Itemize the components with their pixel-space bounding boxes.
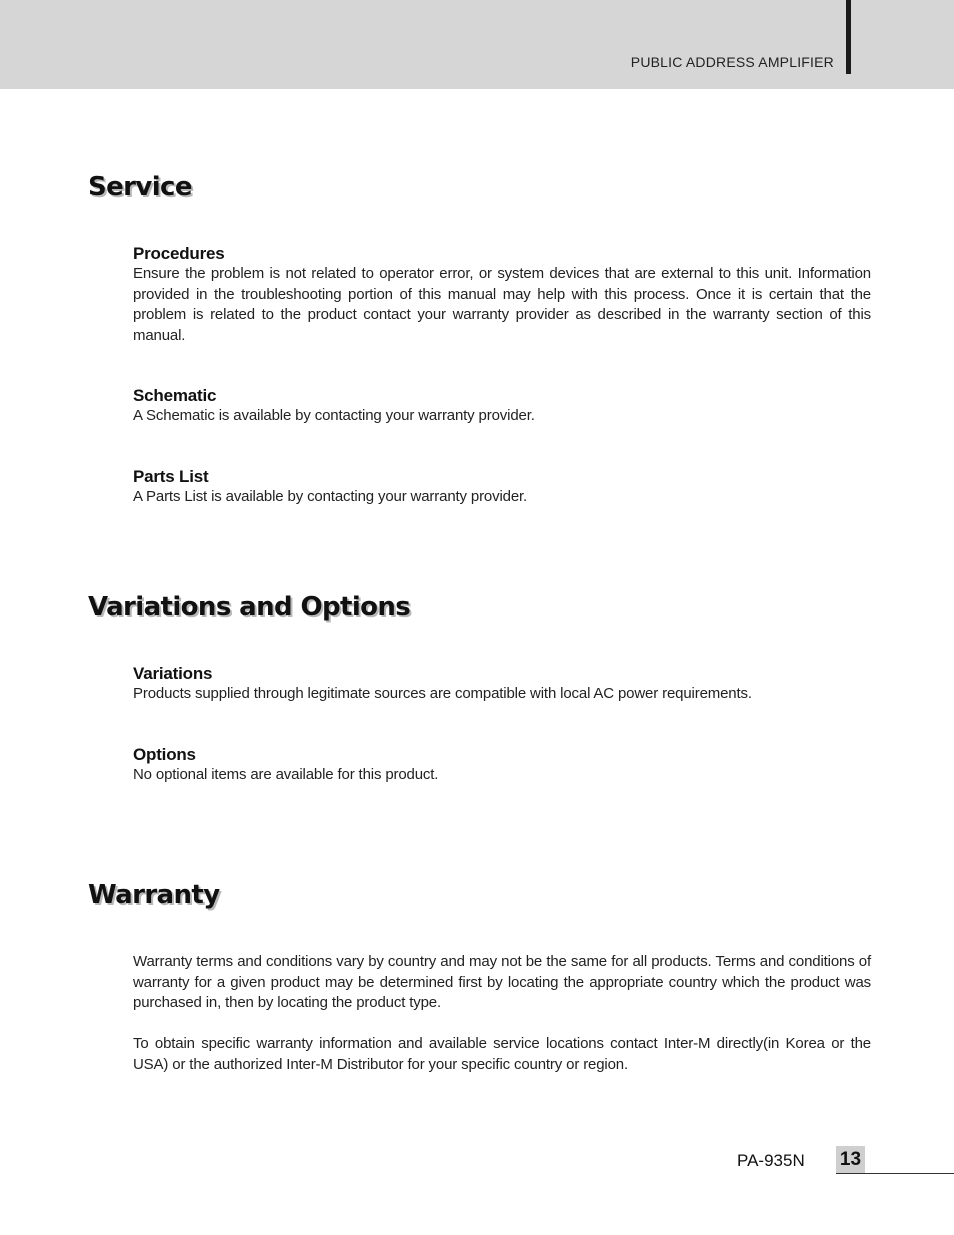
subsection-title: Procedures — [133, 244, 225, 263]
section-title-warranty: Warranty — [88, 880, 220, 910]
subsection-title: Parts List — [133, 467, 209, 486]
footer-model-name: PA-935N — [737, 1151, 805, 1170]
subsection-parts-list — [133, 467, 871, 508]
subsection-title: Options — [133, 745, 196, 764]
header-accent-bar — [846, 0, 851, 74]
header-title: PUBLIC ADDRESS AMPLIFIER — [630, 54, 834, 70]
subsection-variations — [133, 664, 871, 705]
subsection-options — [133, 745, 871, 786]
subsection-procedures — [133, 244, 871, 346]
header-band — [0, 0, 954, 89]
footer-rule — [836, 1173, 954, 1174]
subsection-text: Ensure the problem is not related to operator error, or system devices that are external to this unit. Information provided in the troubleshooting portion of this manual may help with this process. Once it is certain that the problem is related to the product contact your warranty provider as described in the warranty section of this manual. — [133, 265, 871, 344]
footer-page-number: 13 — [836, 1146, 865, 1174]
section-title-variations-options: Variations and Options — [88, 592, 411, 622]
subsection-title: Schematic — [133, 386, 217, 405]
warranty-paragraph-1: Warranty terms and conditions vary by country and may not be the same for all products. Terms and conditions of warranty for a given product may be determined first by locating the appropriate country which the product was purchased in, then by locating the product type. — [133, 953, 871, 1011]
warranty-paragraph-2: To obtain specific warranty information and available service locations contact Inter-M directly(in Korea or the USA) or the authorized Inter-M Distributor for your specific country or region. — [133, 1035, 871, 1073]
subsection-schematic — [133, 386, 871, 427]
warranty-body — [133, 952, 871, 1075]
subsection-text: No optional items are available for this product. — [133, 766, 439, 783]
subsection-text: Products supplied through legitimate sources are compatible with local AC power requirements. — [133, 685, 752, 702]
subsection-text: A Parts List is available by contacting your warranty provider. — [133, 488, 528, 505]
subsection-title: Variations — [133, 664, 213, 683]
section-title-service: Service — [88, 172, 192, 202]
subsection-text: A Schematic is available by contacting your warranty provider. — [133, 407, 535, 424]
